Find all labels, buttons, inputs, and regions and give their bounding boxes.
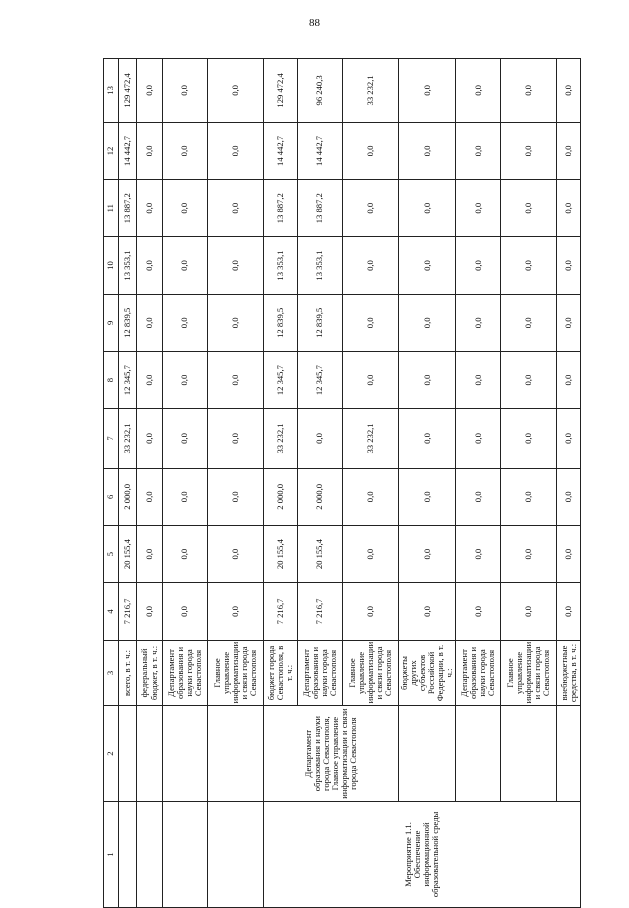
value-cell: 0,0 xyxy=(456,351,501,408)
table-row xyxy=(557,59,581,908)
funding-source-cell: бюджеты других субъектов Российской Федерации, в т. ч.: xyxy=(399,640,456,706)
value-cell: 0,0 xyxy=(343,180,399,237)
value-cell: 0,0 xyxy=(557,583,581,640)
value-cell: 0,0 xyxy=(501,351,557,408)
value-cell: 13 887,2 xyxy=(264,180,298,237)
value-cell: 0,0 xyxy=(208,468,264,525)
value-cell: 0,0 xyxy=(557,59,581,123)
value-cell: 33 232,1 xyxy=(119,409,137,468)
table-row xyxy=(399,59,456,908)
value-cell: 0,0 xyxy=(501,180,557,237)
value-cell: 0,0 xyxy=(557,409,581,468)
value-cell: 0,0 xyxy=(137,468,163,525)
value-cell: 13 887,2 xyxy=(298,180,343,237)
value-cell: 0,0 xyxy=(399,468,456,525)
value-cell: 0,0 xyxy=(343,468,399,525)
value-cell: 0,0 xyxy=(343,525,399,582)
value-cell: 96 240,3 xyxy=(298,59,343,123)
value-cell: 13 353,1 xyxy=(119,237,137,294)
value-cell: 0,0 xyxy=(557,237,581,294)
value-cell: 0,0 xyxy=(163,583,208,640)
value-cell: 20 155,4 xyxy=(298,525,343,582)
value-cell: 0,0 xyxy=(557,351,581,408)
value-cell: 0,0 xyxy=(163,351,208,408)
value-cell: 0,0 xyxy=(208,583,264,640)
value-cell: 0,0 xyxy=(137,409,163,468)
header-row xyxy=(104,59,119,908)
value-cell: 0,0 xyxy=(163,294,208,351)
empty-cell xyxy=(456,706,501,802)
value-cell: 13 353,1 xyxy=(264,237,298,294)
value-cell: 20 155,4 xyxy=(264,525,298,582)
value-cell: 0,0 xyxy=(208,294,264,351)
value-cell: 0,0 xyxy=(501,525,557,582)
column-header: 6 xyxy=(104,468,119,525)
budget-table xyxy=(103,58,581,908)
value-cell: 0,0 xyxy=(163,122,208,179)
value-cell: 7 216,7 xyxy=(119,583,137,640)
value-cell: 0,0 xyxy=(456,59,501,123)
value-cell: 2 000,0 xyxy=(264,468,298,525)
page-number: 88 xyxy=(309,17,320,29)
value-cell: 33 232,1 xyxy=(343,59,399,123)
value-cell: 129 472,4 xyxy=(264,59,298,123)
value-cell: 0,0 xyxy=(456,294,501,351)
value-cell: 0,0 xyxy=(557,525,581,582)
value-cell: 12 345,7 xyxy=(264,351,298,408)
empty-cell xyxy=(163,706,208,802)
table-row xyxy=(137,59,163,908)
column-header: 11 xyxy=(104,180,119,237)
funding-source-cell: всего, в т. ч.: xyxy=(119,640,137,706)
value-cell: 0,0 xyxy=(208,59,264,123)
table-rotator xyxy=(103,38,587,908)
value-cell: 0,0 xyxy=(343,237,399,294)
value-cell: 0,0 xyxy=(137,180,163,237)
value-cell: 0,0 xyxy=(399,122,456,179)
value-cell: 12 839,5 xyxy=(264,294,298,351)
executor-cell: Департамент образования и науки города Севастополя, Главное управление информатизации и связи города Севастополя xyxy=(264,706,399,802)
value-cell: 0,0 xyxy=(208,122,264,179)
value-cell: 0,0 xyxy=(456,583,501,640)
empty-cell xyxy=(208,706,264,802)
column-header: 4 xyxy=(104,583,119,640)
funding-source-cell: Департамент образования и науки города Севастополя xyxy=(456,640,501,706)
column-header: 8 xyxy=(104,351,119,408)
value-cell: 0,0 xyxy=(137,122,163,179)
value-cell: 0,0 xyxy=(137,525,163,582)
value-cell: 0,0 xyxy=(456,409,501,468)
value-cell: 0,0 xyxy=(343,122,399,179)
value-cell: 0,0 xyxy=(456,525,501,582)
value-cell: 33 232,1 xyxy=(264,409,298,468)
value-cell: 0,0 xyxy=(399,351,456,408)
value-cell: 12 345,7 xyxy=(119,351,137,408)
value-cell: 14 442,7 xyxy=(298,122,343,179)
value-cell: 14 442,7 xyxy=(119,122,137,179)
empty-cell xyxy=(557,706,581,802)
value-cell: 0,0 xyxy=(343,294,399,351)
empty-cell xyxy=(119,801,137,907)
value-cell: 0,0 xyxy=(557,468,581,525)
value-cell: 0,0 xyxy=(501,237,557,294)
value-cell: 7 216,7 xyxy=(298,583,343,640)
value-cell: 12 839,5 xyxy=(119,294,137,351)
value-cell: 0,0 xyxy=(163,180,208,237)
value-cell: 0,0 xyxy=(137,583,163,640)
funding-source-cell: внебюджетные средства, в т. ч.: xyxy=(557,640,581,706)
empty-cell xyxy=(163,801,208,907)
column-header: 10 xyxy=(104,237,119,294)
value-cell: 14 442,7 xyxy=(264,122,298,179)
table-row xyxy=(163,59,208,908)
value-cell: 0,0 xyxy=(557,180,581,237)
value-cell: 0,0 xyxy=(208,351,264,408)
funding-source-cell: Департамент образования и науки города Севастополя xyxy=(298,640,343,706)
value-cell: 2 000,0 xyxy=(298,468,343,525)
funding-source-cell: Департамент образования и науки города Севастополя xyxy=(163,640,208,706)
value-cell: 0,0 xyxy=(456,122,501,179)
column-header: 3 xyxy=(104,640,119,706)
value-cell: 0,0 xyxy=(208,409,264,468)
value-cell: 0,0 xyxy=(557,294,581,351)
value-cell: 0,0 xyxy=(557,122,581,179)
table-row xyxy=(501,59,557,908)
table-row xyxy=(264,59,298,908)
value-cell: 13 353,1 xyxy=(298,237,343,294)
value-cell: 0,0 xyxy=(501,583,557,640)
value-cell: 0,0 xyxy=(501,59,557,123)
value-cell: 0,0 xyxy=(163,468,208,525)
funding-source-cell: бюджет города Севастополя, в т. ч.: xyxy=(264,640,298,706)
value-cell: 20 155,4 xyxy=(119,525,137,582)
table-row xyxy=(119,59,137,908)
column-header: 7 xyxy=(104,409,119,468)
value-cell: 0,0 xyxy=(208,237,264,294)
value-cell: 0,0 xyxy=(208,525,264,582)
empty-cell xyxy=(119,706,137,802)
rotated-table-sheet xyxy=(103,38,587,908)
value-cell: 0,0 xyxy=(343,351,399,408)
value-cell: 0,0 xyxy=(163,237,208,294)
value-cell: 13 887,2 xyxy=(119,180,137,237)
value-cell: 0,0 xyxy=(343,583,399,640)
table-body xyxy=(119,59,581,908)
column-header: 9 xyxy=(104,294,119,351)
value-cell: 0,0 xyxy=(456,237,501,294)
value-cell: 129 472,4 xyxy=(119,59,137,123)
value-cell: 0,0 xyxy=(208,180,264,237)
value-cell: 0,0 xyxy=(399,59,456,123)
value-cell: 0,0 xyxy=(137,351,163,408)
funding-source-cell: Главное управление информатизации и связи города Севастополя xyxy=(343,640,399,706)
column-header: 13 xyxy=(104,59,119,123)
value-cell: 0,0 xyxy=(399,180,456,237)
value-cell: 12 345,7 xyxy=(298,351,343,408)
value-cell: 0,0 xyxy=(399,409,456,468)
empty-cell xyxy=(501,706,557,802)
value-cell: 2 000,0 xyxy=(119,468,137,525)
value-cell: 0,0 xyxy=(298,409,343,468)
value-cell: 0,0 xyxy=(501,294,557,351)
table-row xyxy=(208,59,264,908)
value-cell: 0,0 xyxy=(163,409,208,468)
value-cell: 0,0 xyxy=(399,525,456,582)
value-cell: 0,0 xyxy=(137,237,163,294)
table-row xyxy=(456,59,501,908)
funding-source-cell: Главное управление информатизации и связи города Севастополя xyxy=(501,640,557,706)
value-cell: 33 232,1 xyxy=(343,409,399,468)
value-cell: 0,0 xyxy=(456,468,501,525)
value-cell: 0,0 xyxy=(163,59,208,123)
value-cell: 0,0 xyxy=(137,294,163,351)
value-cell: 0,0 xyxy=(137,59,163,123)
column-header: 1 xyxy=(104,801,119,907)
measure-cell: Мероприятие 1.1. Обеспечение информационной образовательной среды xyxy=(264,801,581,907)
column-header: 5 xyxy=(104,525,119,582)
value-cell: 7 216,7 xyxy=(264,583,298,640)
funding-source-cell: федеральный бюджет, в т. ч.: xyxy=(137,640,163,706)
empty-cell xyxy=(208,801,264,907)
column-header: 2 xyxy=(104,706,119,802)
empty-cell xyxy=(137,706,163,802)
value-cell: 0,0 xyxy=(501,468,557,525)
empty-cell xyxy=(137,801,163,907)
column-header: 12 xyxy=(104,122,119,179)
empty-cell xyxy=(399,706,456,802)
funding-source-cell: Главное управление информатизации и связи города Севастополя xyxy=(208,640,264,706)
value-cell: 0,0 xyxy=(501,409,557,468)
value-cell: 0,0 xyxy=(399,294,456,351)
value-cell: 0,0 xyxy=(163,525,208,582)
value-cell: 0,0 xyxy=(456,180,501,237)
value-cell: 12 839,5 xyxy=(298,294,343,351)
value-cell: 0,0 xyxy=(501,122,557,179)
value-cell: 0,0 xyxy=(399,237,456,294)
value-cell: 0,0 xyxy=(399,583,456,640)
